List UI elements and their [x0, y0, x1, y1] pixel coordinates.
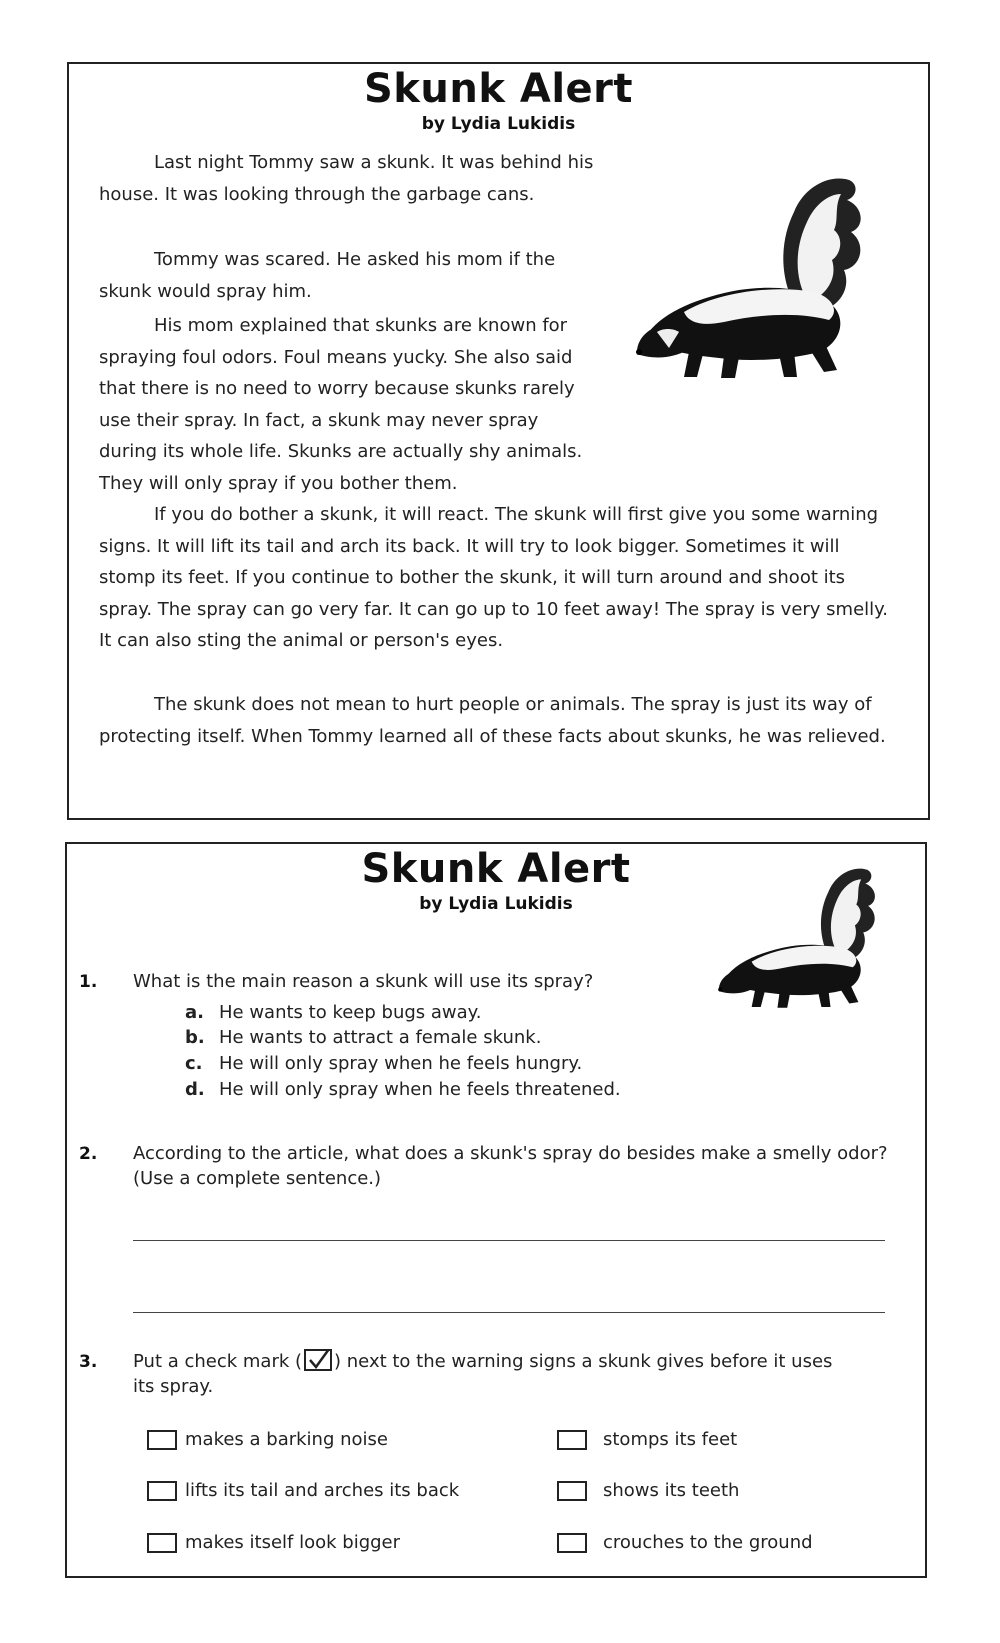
checkbox[interactable]: [557, 1533, 587, 1553]
quiz-skunk-illustration: [707, 864, 887, 1014]
question-1-option-a[interactable]: a. He wants to keep bugs away.: [185, 1002, 482, 1023]
passage-paragraph-2: Tommy was scared. He asked his mom if the skunk would spray him.: [99, 249, 556, 302]
quiz-panel: [65, 842, 927, 1578]
answer-line-1[interactable]: [133, 1240, 885, 1241]
question-1-option-b[interactable]: b. He wants to attract a female skunk.: [185, 1027, 542, 1048]
quiz-byline: by Lydia Lukidis: [419, 894, 573, 914]
reading-passage-panel: [67, 62, 930, 820]
question-2-number: 2.: [79, 1144, 98, 1164]
question-1-option-c[interactable]: c. He will only spray when he feels hungry.: [185, 1053, 583, 1074]
question-1-text: What is the main reason a skunk will use its spray?: [133, 971, 594, 992]
question-3-text: Put a check mark ( ) next to the warning signs a skunk gives before it uses its spray.: [133, 1351, 833, 1397]
answer-line-2[interactable]: [133, 1312, 885, 1313]
choice-lifts-tail[interactable]: lifts its tail and arches its back: [147, 1480, 459, 1501]
question-1-number: 1.: [79, 972, 98, 992]
quiz-title: Skunk Alert: [361, 846, 631, 892]
skunk-illustration: [629, 172, 869, 387]
choice-crouches[interactable]: crouches to the ground: [557, 1532, 813, 1553]
passage-paragraph-4: If you do bother a skunk, it will react. The skunk will first give you some warning signs. It will lift its tail and arch its back. It will try to look bigger. Sometimes it will stomp its feet. If you continue to bother the skunk, it will turn around and shoot its spray. The spray can go very far. It can go up to 10 feet away! The spray is very smelly. It can also sting the animal or person's eyes.: [99, 504, 888, 651]
choice-look-bigger[interactable]: makes itself look bigger: [147, 1532, 400, 1553]
checkbox[interactable]: [557, 1430, 587, 1450]
checkbox[interactable]: [147, 1533, 177, 1553]
choice-stomps-feet[interactable]: stomps its feet: [557, 1429, 737, 1450]
check-mark-icon: [304, 1349, 332, 1371]
checkbox[interactable]: [557, 1481, 587, 1501]
checkbox[interactable]: [147, 1481, 177, 1501]
passage-paragraph-1: Last night Tommy saw a skunk. It was behind his house. It was looking through the garbage cans.: [99, 152, 594, 205]
question-1-option-d[interactable]: d. He will only spray when he feels threatened.: [185, 1079, 621, 1100]
checkbox[interactable]: [147, 1430, 177, 1450]
question-2-text: According to the article, what does a skunk's spray do besides make a smelly odor? (Use a complete sentence.): [133, 1143, 888, 1189]
choice-barking-noise[interactable]: makes a barking noise: [147, 1429, 388, 1450]
passage-paragraph-3: His mom explained that skunks are known for spraying foul odors. Foul means yucky. She also said that there is no need to worry because skunks rarely use their spray. In fact, a skunk may never spray during its whole life. Skunks are actually shy animals. They will only spray if you bother them.: [99, 310, 889, 510]
question-3-number: 3.: [79, 1352, 98, 1372]
passage-byline: by Lydia Lukidis: [421, 114, 576, 134]
choice-shows-teeth[interactable]: shows its teeth: [557, 1480, 739, 1501]
passage-title: Skunk Alert: [363, 66, 634, 112]
passage-paragraph-5: The skunk does not mean to hurt people or animals. The spray is just its way of protecting itself. When Tommy learned all of these facts about skunks, he was relieved.: [99, 694, 886, 747]
